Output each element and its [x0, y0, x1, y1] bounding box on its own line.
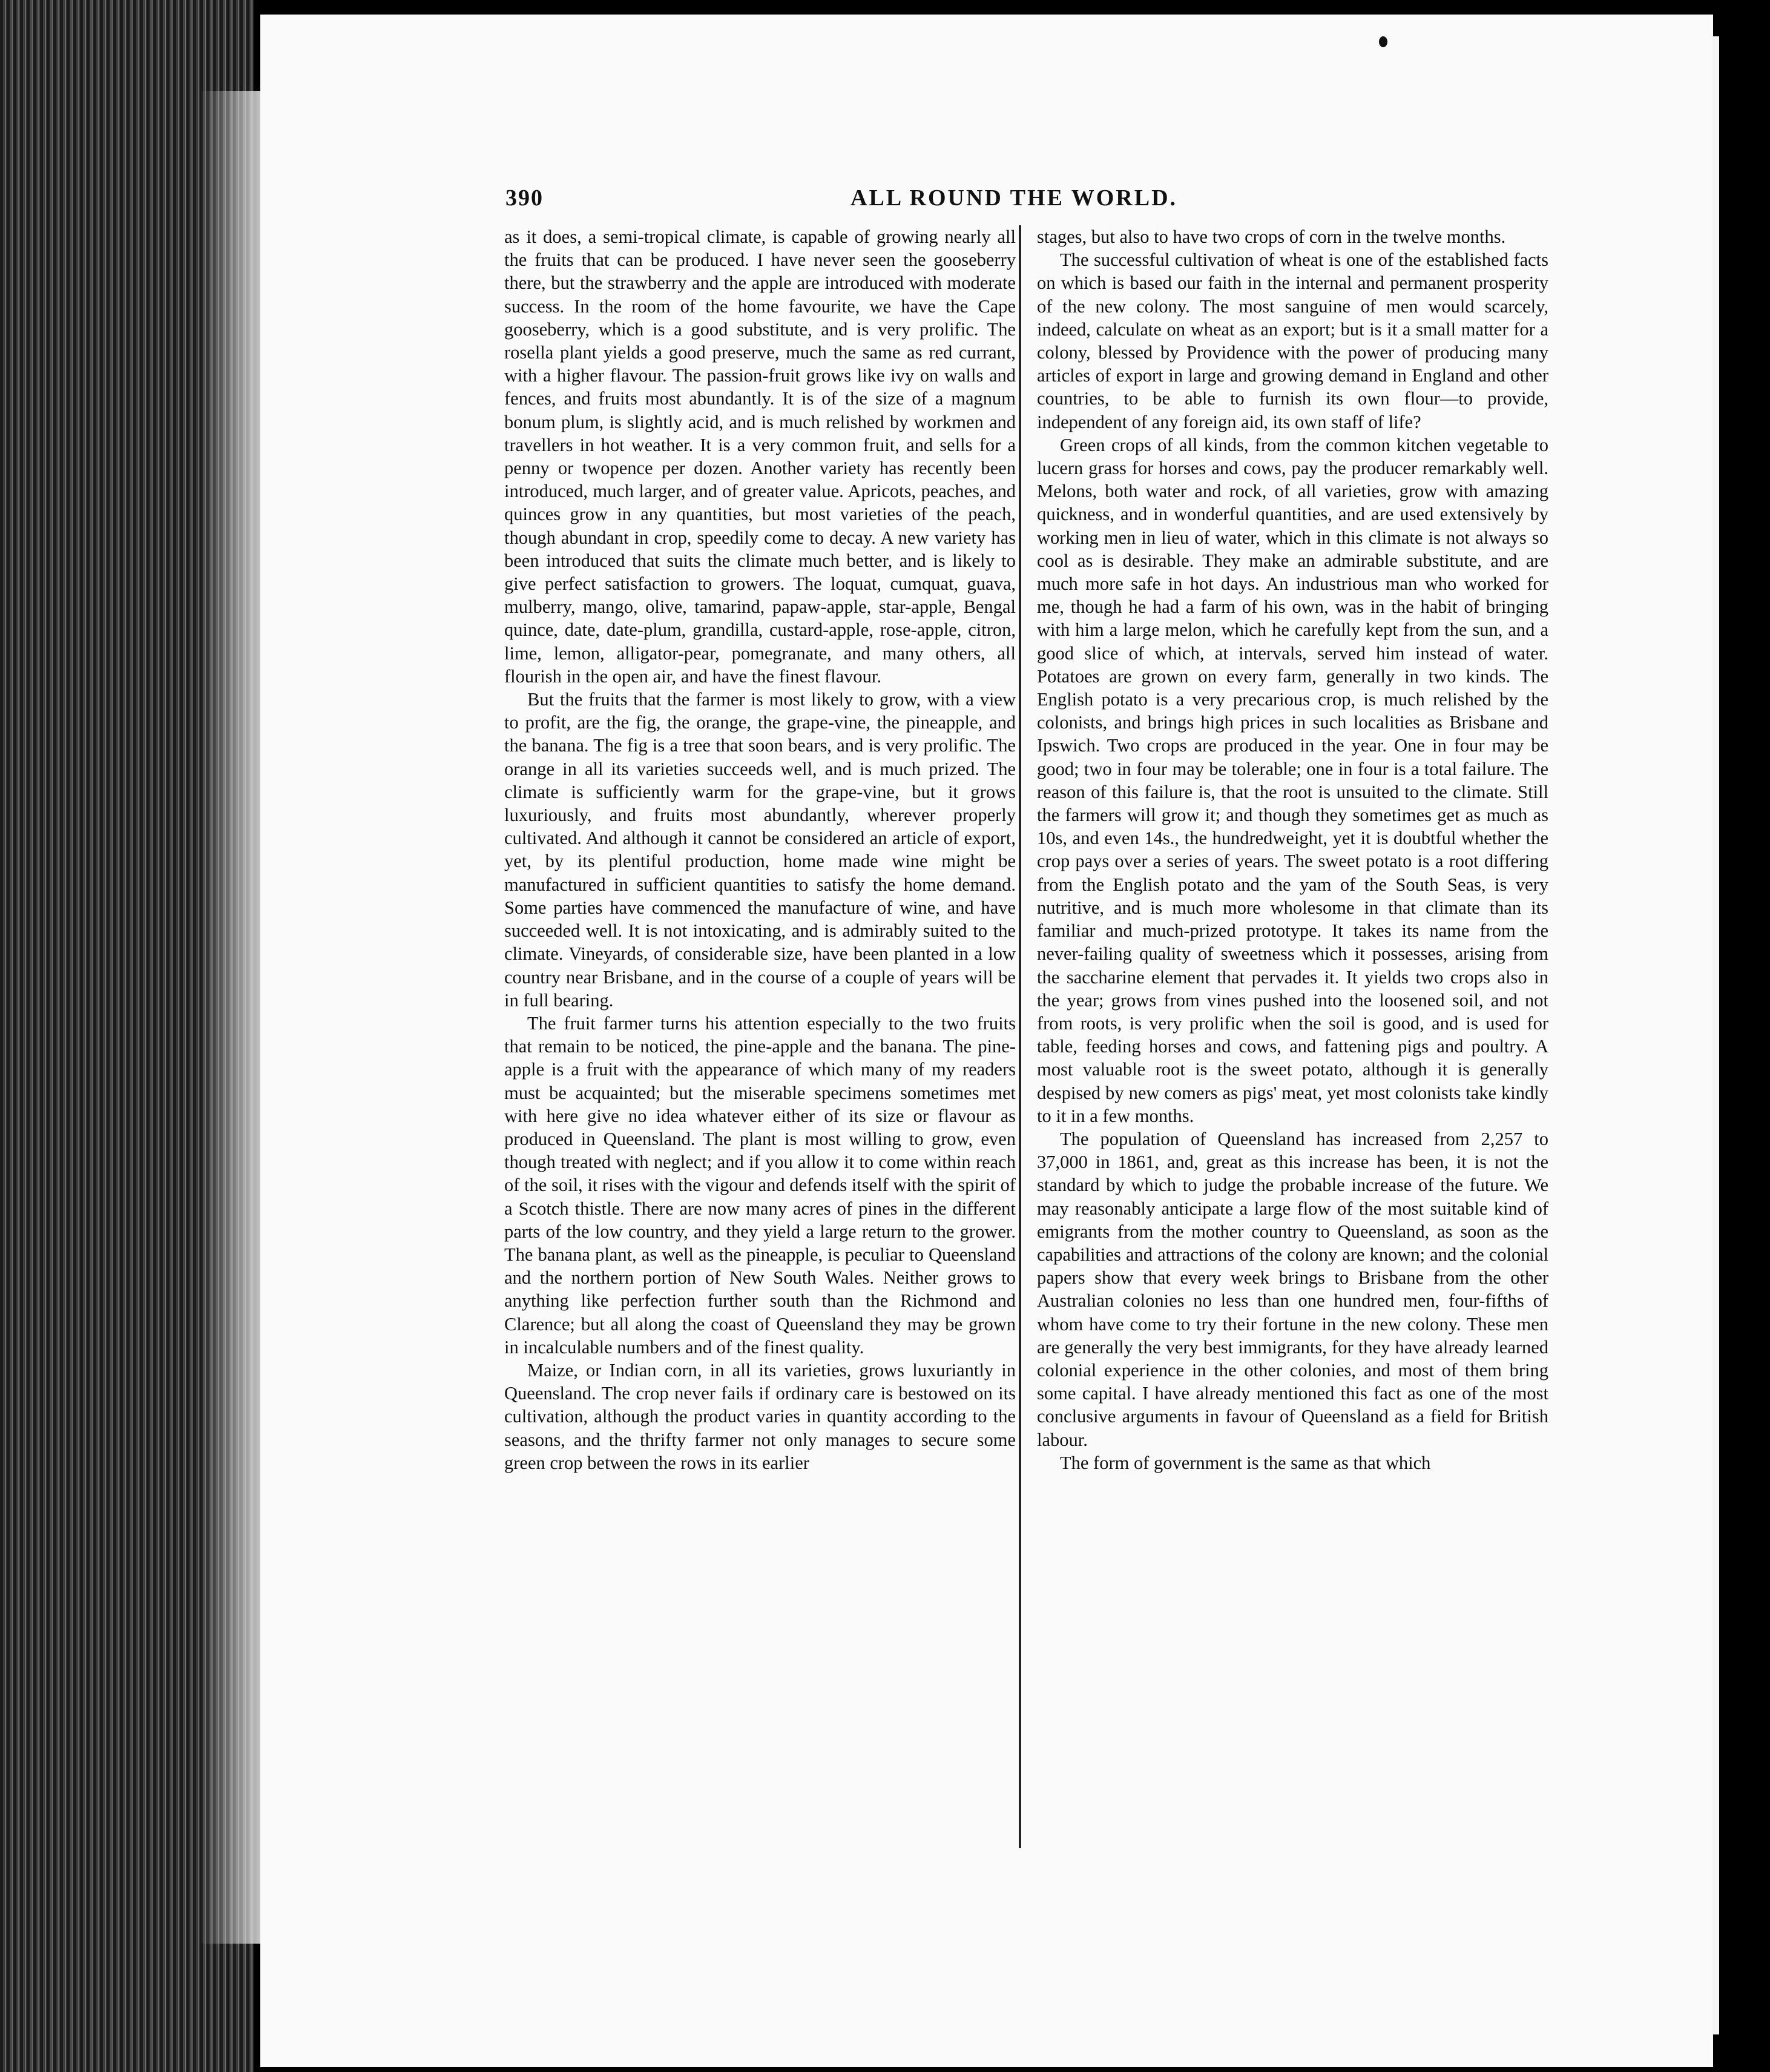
ink-speck: [1379, 36, 1387, 47]
scan-border: [1719, 0, 1770, 2072]
paragraph: Green crops of all kinds, from the common kitchen vegetable to lucern grass for horses and cows, pay the producer remarkably well. Melons, both water and rock, of all varieties, grow with amazing quickness, and in wonderful quantities, and are used extensively by working men in lieu of water, which in this climate is not always so cool as is desirable. They make an admirable substitute, and are much more safe in hot days. An industrious man who worked for me, though he had a farm of his own, was in the habit of bringing with him a large melon, which he carefully kept from the sun, and a good slice of which, at intervals, served him instead of water. Potatoes are grown on every farm, generally in two kinds. The English potato is a very precarious crop, is much relished by the colonists, and brings high prices in such localities as Brisbane and Ipswich. Two crops are produced in the year. One in four may be good; two in four may be tolerable; one in four is a total failure. The reason of this failure is, that the root is unsuited to the climate. Still the farmers will grow it; and though they sometimes get as much as 10s, and even 14s., the hundredweight, yet it is doubtful whether the crop pays over a series of years. The sweet potato is a root differing from the English potato and the yam of the South Seas, is very nutritive, and is much more wholesome in that climate than its familiar and much-prized prototype. It takes its name from the never-failing quality of sweetness which it possesses, arising from the saccharine element that pervades it. It yields two crops also in the year; grows from vines pushed into the loosened soil, and not from roots, is very prolific when the soil is good, and is used for table, feeding horses and cows, and fattening pigs and poultry. A most valuable root is the sweet potato, although it is generally despised by new comers as pigs' meat, yet most colonists take kindly to it in a few months.: [1037, 434, 1548, 1126]
running-title: ALL ROUND THE WORLD.: [850, 185, 1178, 211]
paragraph: Maize, or Indian corn, in all its varieties, grows luxuriantly in Queensland. The crop never fails if ordinary care is bestowed on its cultivation, although the product varies in quantity according to the seasons, and the thrifty farmer not only manages to secure some green crop between the rows in its earlier: [504, 1359, 1016, 1473]
paragraph: The form of government is the same as that which: [1060, 1452, 1431, 1473]
page-number: 390: [505, 185, 544, 211]
gutter-shadow: [200, 91, 260, 1944]
right-column: [1037, 225, 1548, 1474]
paragraph: The successful cultivation of wheat is one of the established facts on which is based our faith in the internal and permanent prosperity of the new colony. The most sanguine of men would scarcely, indeed, calculate on wheat as an export; but is it a small matter for a colony, blessed by Providence with the power of producing many articles of export in large and growing demand in England and other countries, to be able to furnish its own flour—to provide, independent of any foreign aid, its own staff of life?: [1037, 249, 1548, 432]
paragraph: stages, but also to have two crops of corn in the twelve months.: [1037, 226, 1506, 247]
left-column: [504, 225, 1016, 1474]
paragraph: The fruit farmer turns his attention especially to the two fruits that remain to be noticed, the pine-apple and the banana. The pine-apple is a fruit with the appearance of which many of my readers must be acquainted; but the miserable specimens sometimes met with here give no idea whatever either of its size or flavour as produced in Queensland. The plant is most willing to grow, even though treated with neglect; and if you allow it to come within reach of the soil, it rises with the vigour and defends itself with the spirit of a Scotch thistle. There are now many acres of pines in the different parts of the low country, and they yield a large return to the grower. The banana plant, as well as the pineapple, is peculiar to Queensland and the northern portion of New South Wales. Neither grows to anything like perfection further south than the Richmond and Clarence; but all along the coast of Queensland they may be grown in incalculable numbers and of the finest quality.: [504, 1012, 1016, 1358]
column-rule: [1019, 225, 1021, 1848]
paragraph: as it does, a semi-tropical climate, is capable of growing nearly all the fruits that can be produced. I have never seen the gooseberry there, but the strawberry and the apple are introduced with moderate success. In the room of the home favourite, we have the Cape gooseberry, which is a good substitute, and is very prolific. The rosella plant yields a good preserve, much the same as red currant, with a higher flavour. The passion-fruit grows like ivy on walls and fences, and fruits most abundantly. It is of the size of a magnum bonum plum, is slightly acid, and is much relished by workmen and travellers in hot weather. It is a very common fruit, and sells for a penny or twopence per dozen. Another variety has recently been introduced, much larger, and of greater value. Apricots, peaches, and quinces grow in any quantities, but most varieties of the peach, though abundant in crop, speedily come to decay. A new variety has been introduced that suits the climate much better, and is likely to give perfect satisfaction to growers. The loquat, cumquat, guava, mulberry, mango, olive, tamarind, papaw-apple, star-apple, Bengal quince, date, date-plum, grandilla, custard-apple, rose-apple, citron, lime, lemon, alligator-pear, pomegranate, and many others, all flourish in the open air, and have the finest flavour.: [504, 226, 1016, 687]
paragraph: But the fruits that the farmer is most likely to grow, with a view to profit, are the fig, the orange, the grape-vine, the pineapple, and the banana. The fig is a tree that soon bears, and is very prolific. The orange in all its varieties succeeds well, and is much prized. The climate is sufficiently warm for the grape-vine, but it grows luxuriously, and fruits most abundantly, wherever properly cultivated. And although it cannot be considered an article of export, yet, by its plentiful production, home made wine might be manufactured in sufficient quantities to satisfy the home demand. Some parties have commenced the manufacture of wine, and have succeeded well. It is not intoxicating, and is admirably suited to the climate. Vineyards, of considerable size, have been planted in a low country near Brisbane, and in the course of a couple of years will be in full bearing.: [504, 689, 1016, 1011]
running-head: [505, 185, 1535, 221]
paragraph: The population of Queensland has increased from 2,257 to 37,000 in 1861, and, great as this increase has been, it is not the standard by which to judge the probable increase of the future. We may reasonably anticipate a large flow of the most suitable kind of emigrants from the mother country to Queensland, as soon as the capabilities and attractions of the colony are known; and the colonial papers show that every week brings to Brisbane from the other Australian colonies no less than one hundred men, four-fifths of whom have come to try their fortune in the new colony. These men are generally the very best immigrants, for they have already learned colonial experience in the other colonies, and most of them bring some capital. I have already mentioned this fact as one of the most conclusive arguments in favour of Queensland as a field for British labour.: [1037, 1128, 1548, 1450]
